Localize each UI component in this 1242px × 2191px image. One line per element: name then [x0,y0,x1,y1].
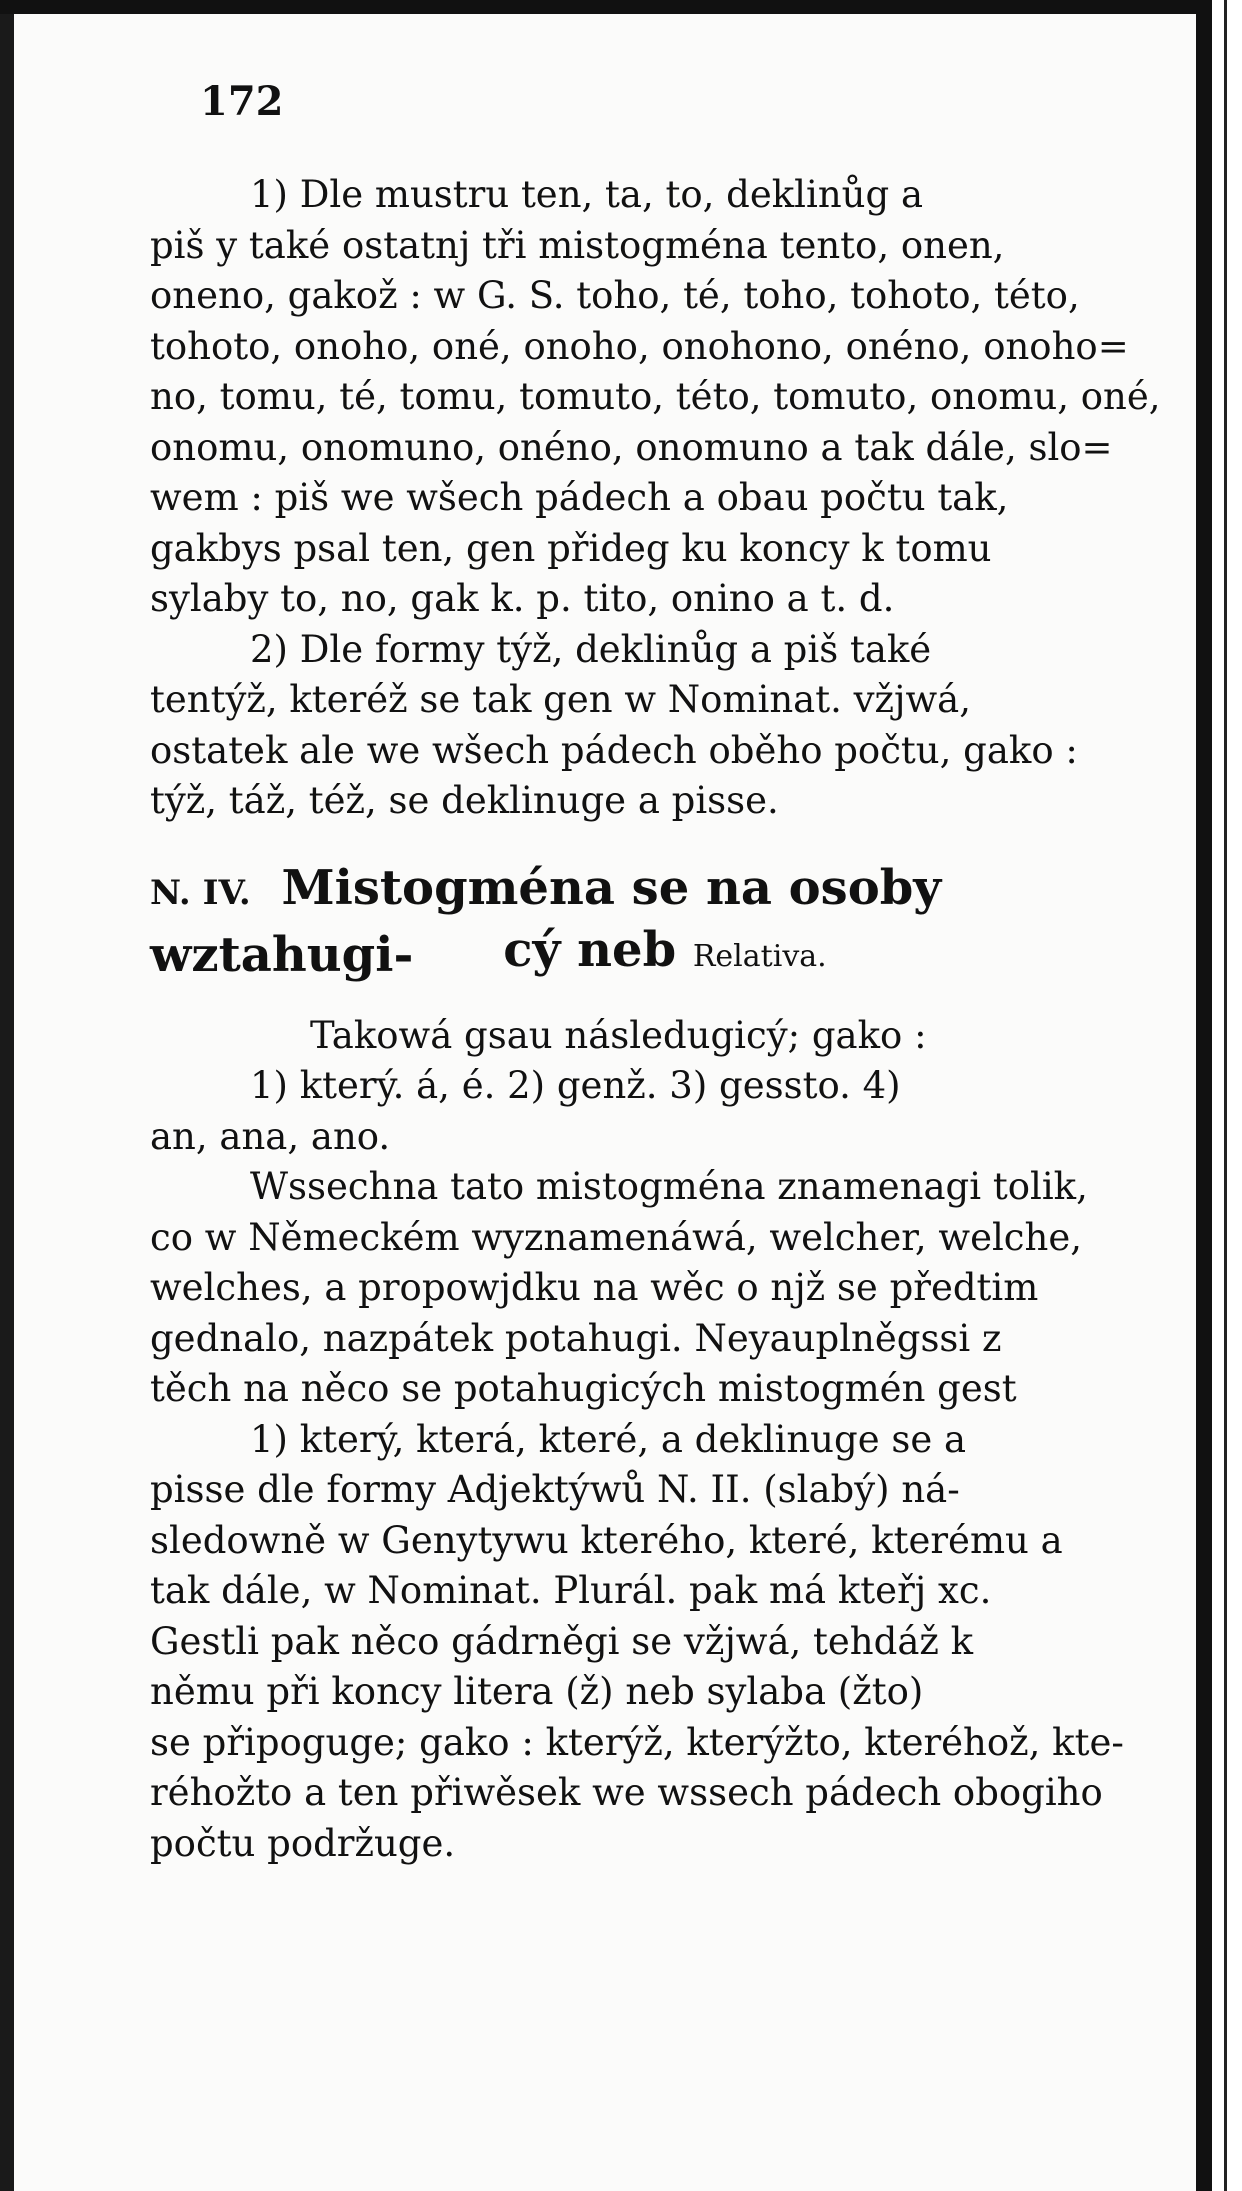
scan-border-right [1196,0,1212,2191]
text-line: 1) který, která, které, a deklinuge se a [250,1417,967,1461]
text-line: těch na něco se potahugicých mistogmén gest [150,1367,1017,1410]
scan-border-far-right [1224,0,1227,2191]
text-line: počtu podržuge. [150,1821,456,1865]
text-line: Takowá gsau následugicý; gako : [310,1013,927,1057]
text-line: an, ana, ano. [150,1114,391,1158]
text-line: němu při koncy litera (ž) neb sylaba (žto) [150,1670,924,1713]
text-line: gakbys psal ten, gen přideg ku koncy k tomu [150,526,992,570]
text-line: 1) Dle mustru ten, ta, to, deklinůg a [250,173,924,216]
section-number: N. IV. [150,872,251,913]
scan-border-top [0,0,1200,14]
section-latin: Relativa. [692,938,827,974]
text-line: Gestli pak něco gádrněgi se vžjwá, tehdáž k [150,1619,974,1663]
text-line: réhožto a ten přiwěsek we wssech pádech obogiho [150,1771,1103,1814]
text-line: 2) Dle formy týž, deklinůg a piš také [250,627,932,671]
text-line: Wssechna tato mistogména znamenagi tolik, [250,1165,1088,1208]
scan-border-left [0,0,14,2191]
text-line: piš y také ostatnj tři mistogména tento, onen, [150,223,1005,267]
text-line: wem : piš we wšech pádech a obau počtu tak, [150,476,1009,519]
text-line: týž, táž, též, se deklinuge a pisse. [150,779,779,822]
text-line: oneno, gakož : w G. S. toho, té, toho, tohoto, této, [150,274,1080,317]
text-line: gednalo, nazpátek potahugi. Neyauplněgssi z [150,1316,1002,1360]
text-line: no, tomu, té, tomu, tomuto, této, tomuto, onomu, oné, [150,375,1161,418]
text-line: se připoguge; gako : kterýž, kterýžto, kteréhož, kte- [150,1720,1124,1764]
text-line: sylaby to, no, gak k. p. tito, onino a t. d. [150,577,895,620]
text-line: tohoto, onoho, oné, onoho, onohono, onéno, onoho= [150,324,1129,368]
text-line: welches, a propowjdku na wěc o njž se předtim [150,1266,1039,1309]
text-line: tentýž, kteréž se tak gen w Nominat. vžjwá, [150,678,971,721]
text-line: co w Německém wyznamenáwá, welcher, welche, [150,1215,1083,1259]
section-title: Mistogména se na osoby wztahugi- [150,859,942,983]
page-number: 172 [200,78,284,125]
text-line: pisse dle formy Adjektýwů N. II. (slabý) ná- [150,1468,960,1511]
text-line: tak dále, w Nominat. Plurál. pak má kteřj xc. [150,1569,992,1612]
text-line: 1) který. á, é. 2) genž. 3) gessto. 4) [250,1064,901,1107]
text-line: sledowně w Genytywu kterého, které, kterému a [150,1518,1063,1562]
text-line: ostatek ale we wšech pádech oběho počtu, gako : [150,728,1078,772]
section-title-cont: cý neb [503,921,677,978]
text-line: onomu, onomuno, onéno, onomuno a tak dále, slo= [150,425,1113,469]
page-text [150,170,1180,1869]
